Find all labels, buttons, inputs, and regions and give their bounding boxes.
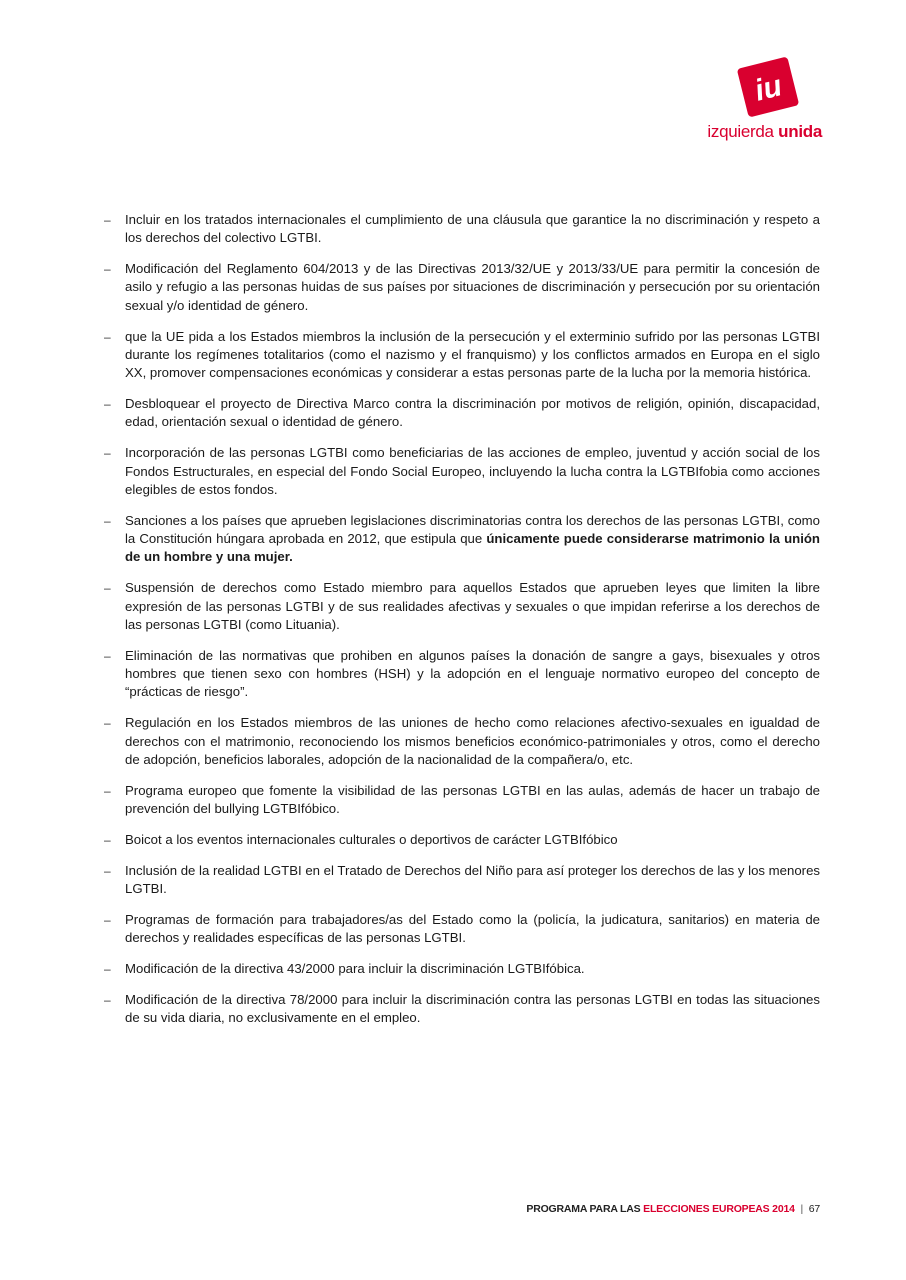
list-item-text: Regulación en los Estados miembros de las uniones de hecho como relaciones afectivo-sexuales en igualdad de derechos con el matrimonio, reconociendo los mismos beneficios económico-patrimoniales y otros, como el derecho de adopción, beneficios laborales, adopción de la nacionalidad de la compañera/o, etc. (125, 715, 820, 767)
logo-name-light: izquierda (707, 122, 774, 141)
bullet-dash: – (104, 783, 111, 798)
list-item-text: Programa europeo que fomente la visibilidad de las personas LGTBI en las aulas, además de hacer un trabajo de prevención del bullying LGTBIfóbico. (125, 782, 820, 817)
list-item (104, 991, 820, 1028)
bullet-dash: – (104, 513, 111, 528)
list-item-text: Desbloquear el proyecto de Directiva Marco contra la discriminación por motivos de religión, opinión, discapacidad, edad, orientación sexual o identidad de género. (125, 396, 820, 430)
bullet-dash: – (104, 581, 111, 596)
list-item-bold-text: únicamente puede considerarse matrimonio la unión de un hombre y una mujer. (125, 531, 820, 565)
list-item (104, 260, 820, 315)
proposal-list (104, 211, 820, 1040)
list-item-text: Modificación de la directiva 78/2000 para incluir la discriminación contra las personas LGTBI en todas las situaciones de su vida diaria, no exclusivamente en el empleo. (125, 992, 820, 1026)
list-item-text: Inclusión de la realidad LGTBI en el Tratado de Derechos del Niño para así proteger los derechos de las y los menores LGTBI. (125, 862, 820, 897)
bullet-dash: – (104, 832, 111, 847)
logo-name-bold: unida (778, 122, 822, 141)
list-item (104, 579, 820, 634)
footer-prefix: PROGRAMA PARA LAS (526, 1203, 641, 1215)
list-item-text: Incluir en los tratados internacionales el cumplimiento de una cláusula que garantice la no discriminación y respeto a los derechos del colectivo LGTBI. (125, 212, 820, 246)
list-item-text: Eliminación de las normativas que prohiben en algunos países la donación de sangre a gays, bisexuales y otros hombres que tienen sexo con hombres (HSH) y la adopción en el lenguaje normativo europeo del concepto de “prácticas de riesgo”. (125, 647, 820, 700)
list-item-text: Sanciones a los países que aprueben legislaciones discriminatorias contra los derechos de las personas LGTBI, como la Constitución húngara aprobada en 2012, que estipula que (125, 512, 820, 547)
list-item-text: Modificación del Reglamento 604/2013 y de las Directivas 2013/32/UE y 2013/33/UE para permitir la concesión de asilo y refugio a las personas huidas de sus países por situaciones de discriminación y persecución por su orientación sexual y/o identidad de género. (125, 261, 820, 313)
bullet-dash: – (104, 648, 111, 663)
list-item (104, 211, 820, 248)
bullet-dash: – (104, 993, 111, 1008)
iu-logo-icon (736, 56, 800, 118)
bullet-dash: – (104, 446, 111, 461)
bullet-dash: – (104, 262, 111, 277)
svg-text:iu: iu (751, 69, 786, 108)
izquierda-unida-logo (700, 56, 830, 152)
list-item-text: Boicot a los eventos internacionales culturales o deportivos de carácter LGTBIfóbico (125, 831, 618, 847)
page-footer (526, 1203, 820, 1215)
footer-highlight: ELECCIONES EUROPEAS 2014 (643, 1203, 795, 1215)
list-item (104, 911, 820, 948)
list-item-text: Suspensión de derechos como Estado miembro para aquellos Estados que aprueben leyes que limiten la libre expresión de las personas LGTBI y de sus realidades afectivas y sexuales o que impidan referirse a los derechos de las personas LGTBI (como Lituania). (125, 580, 820, 632)
list-item-text: Incorporación de las personas LGTBI como beneficiarias de las acciones de empleo, juventud y acción social de los Fondos Estructurales, en especial del Fondo Social Europeo, incluyendo la lucha contra la LGTBIfobia como acciones elegibles de estos fondos. (125, 445, 820, 497)
list-item (104, 444, 820, 499)
list-item-text: Programas de formación para trabajadores/as del Estado como la (policía, la judicatura, sanitarios) en materia de derechos y realidades específicas de las personas LGTBI. (125, 912, 820, 946)
list-item (104, 512, 820, 567)
list-item (104, 647, 820, 702)
list-item (104, 714, 820, 769)
list-item (104, 960, 820, 978)
bullet-dash: – (104, 397, 111, 412)
list-item (104, 782, 820, 819)
bullet-dash: – (104, 329, 111, 344)
list-item (104, 831, 820, 849)
bullet-dash: – (104, 213, 111, 227)
footer-separator: | (800, 1203, 803, 1215)
page-number: 67 (808, 1203, 820, 1215)
list-item (104, 328, 820, 383)
bullet-dash: – (104, 913, 111, 928)
bullet-dash: – (104, 962, 111, 977)
logo-wordmark (700, 122, 822, 142)
list-item-text: Modificación de la directiva 43/2000 para incluir la discriminación LGTBIfóbica. (125, 961, 585, 977)
bullet-dash: – (104, 716, 111, 731)
list-item (104, 862, 820, 899)
list-item (104, 395, 820, 432)
bullet-dash: – (104, 863, 111, 878)
list-item-text: que la UE pida a los Estados miembros la inclusión de la persecución y el exterminio sufrido por las personas LGTBI durante los regímenes totalitarios (como el nazismo y el franquismo) y los conflictos armados en Europa en el siglo XX, promover compensaciones económicas y considerar a estas personas parte de la lucha por la memoria histórica. (125, 328, 820, 381)
